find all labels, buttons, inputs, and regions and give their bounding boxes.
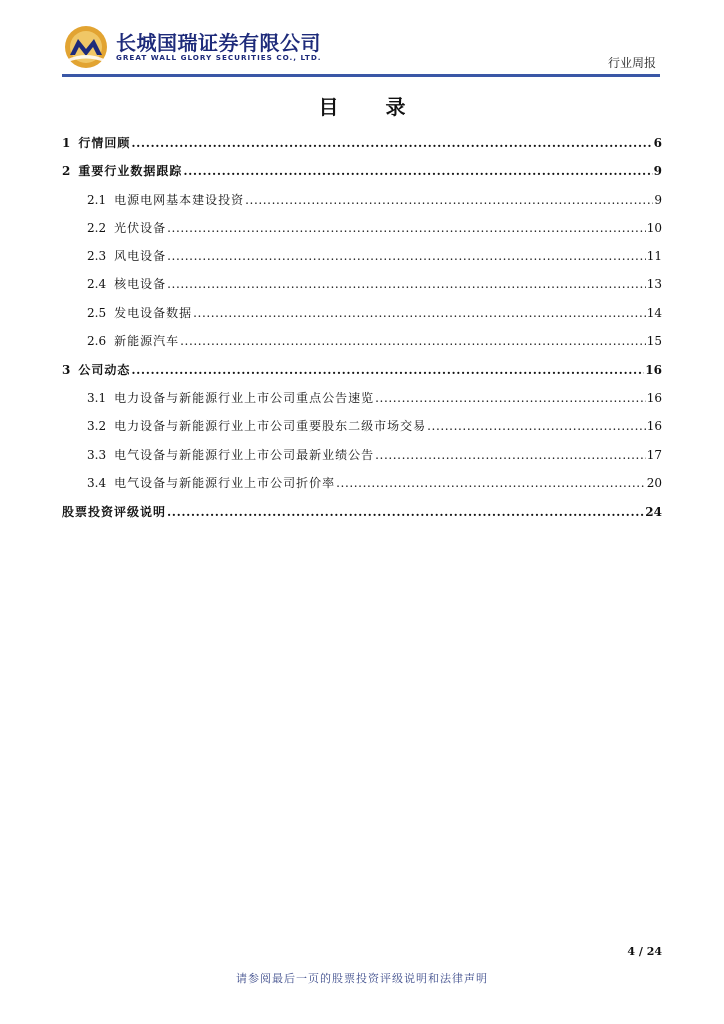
toc-entry-number: 2.5	[87, 306, 107, 320]
toc-entry-page: 24	[645, 505, 662, 519]
toc-entry-number: 3	[62, 363, 71, 377]
header-divider	[62, 74, 660, 77]
toc-entry-title: 电气设备与新能源行业上市公司折价率	[114, 476, 336, 490]
toc-dot-leader	[167, 505, 644, 519]
toc-entry-number: 2	[62, 164, 71, 178]
toc-dot-leader	[193, 306, 646, 320]
toc-entry-title: 电气设备与新能源行业上市公司最新业绩公告	[114, 448, 375, 462]
toc-entry[interactable]	[87, 417, 662, 435]
toc-entry-page: 11	[646, 249, 662, 263]
toc-entry[interactable]	[87, 219, 662, 237]
toc-entry[interactable]	[87, 474, 662, 492]
toc-entry-number: 3.3	[87, 448, 107, 462]
toc-entry-number: 3.1	[87, 391, 107, 405]
toc-entry-page: 10	[646, 221, 662, 235]
toc-dot-leader	[167, 249, 646, 263]
toc-entry-title: 光伏设备	[114, 221, 167, 235]
toc-entry-page: 14	[646, 306, 662, 320]
toc-entry-page: 17	[646, 448, 662, 462]
toc-entry[interactable]	[62, 361, 662, 379]
toc-entry-number: 2.6	[87, 334, 107, 348]
toc-entry[interactable]	[62, 162, 662, 180]
toc-dot-leader	[336, 476, 646, 490]
toc-entry[interactable]	[87, 332, 662, 350]
toc-dot-leader	[167, 221, 646, 235]
toc-entry-page: 13	[646, 277, 662, 291]
toc-entry-page: 20	[646, 476, 662, 490]
toc-entry-title: 重要行业数据跟踪	[78, 164, 183, 178]
toc-entry-number: 2.2	[87, 221, 107, 235]
toc-dot-leader	[375, 391, 646, 405]
page-number: 4 / 24	[627, 945, 662, 958]
toc-entry-page: 16	[646, 419, 662, 433]
toc-entry[interactable]	[87, 304, 662, 322]
toc-entry-title: 新能源汽车	[114, 334, 180, 348]
brand-name-cn: 长城国瑞证券有限公司	[116, 31, 321, 55]
toc-entry-title: 电力设备与新能源行业上市公司重点公告速览	[114, 391, 375, 405]
toc-entry-page: 6	[653, 136, 662, 150]
toc-entry[interactable]	[87, 275, 662, 293]
toc-dot-leader	[167, 277, 646, 291]
toc-dot-leader	[427, 419, 646, 433]
toc-entry-number: 3.4	[87, 476, 107, 490]
toc-entry-title: 发电设备数据	[114, 306, 193, 320]
toc-entry[interactable]	[87, 446, 662, 464]
company-logo-icon	[64, 25, 108, 69]
toc-dot-leader	[375, 448, 646, 462]
toc-entry[interactable]	[87, 389, 662, 407]
toc-entry[interactable]	[62, 134, 662, 152]
report-type-label: 行业周报	[607, 56, 656, 70]
toc-dot-leader	[131, 363, 644, 377]
toc-entry[interactable]	[62, 503, 662, 521]
toc-entry-title: 公司动态	[78, 363, 131, 377]
toc-entry-page: 15	[646, 334, 662, 348]
toc-entry-title: 核电设备	[114, 277, 167, 291]
toc-entry-title: 电源电网基本建设投资	[114, 193, 245, 207]
toc-entry-title: 风电设备	[114, 249, 167, 263]
toc-entry-number: 3.2	[87, 419, 107, 433]
toc-entry[interactable]	[87, 191, 662, 209]
toc-entry-page: 9	[653, 164, 662, 178]
page-header	[62, 22, 660, 78]
toc-entry-title: 股票投资评级说明	[62, 505, 167, 519]
toc-entry-number: 2.3	[87, 249, 107, 263]
toc-entry-number: 1	[62, 136, 71, 150]
toc-entry-page: 9	[654, 193, 662, 207]
toc-entry-page: 16	[646, 391, 662, 405]
toc-entry-title: 行情回顾	[78, 136, 131, 150]
toc-dot-leader	[131, 136, 652, 150]
toc-entry-title: 电力设备与新能源行业上市公司重要股东二级市场交易	[114, 419, 427, 433]
toc-title: 目 录	[318, 95, 426, 119]
footer-disclaimer-note: 请参阅最后一页的股票投资评级说明和法律声明	[236, 972, 488, 985]
toc-dot-leader	[180, 334, 646, 348]
toc-entry-number: 2.4	[87, 277, 107, 291]
brand-name-en: GREAT WALL GLORY SECURITIES CO., LTD.	[116, 53, 322, 62]
toc-entry-number: 2.1	[87, 193, 107, 207]
toc-dot-leader	[245, 193, 653, 207]
toc-entry-page: 16	[645, 363, 662, 377]
toc-dot-leader	[183, 164, 652, 178]
toc-entry[interactable]	[87, 247, 662, 265]
